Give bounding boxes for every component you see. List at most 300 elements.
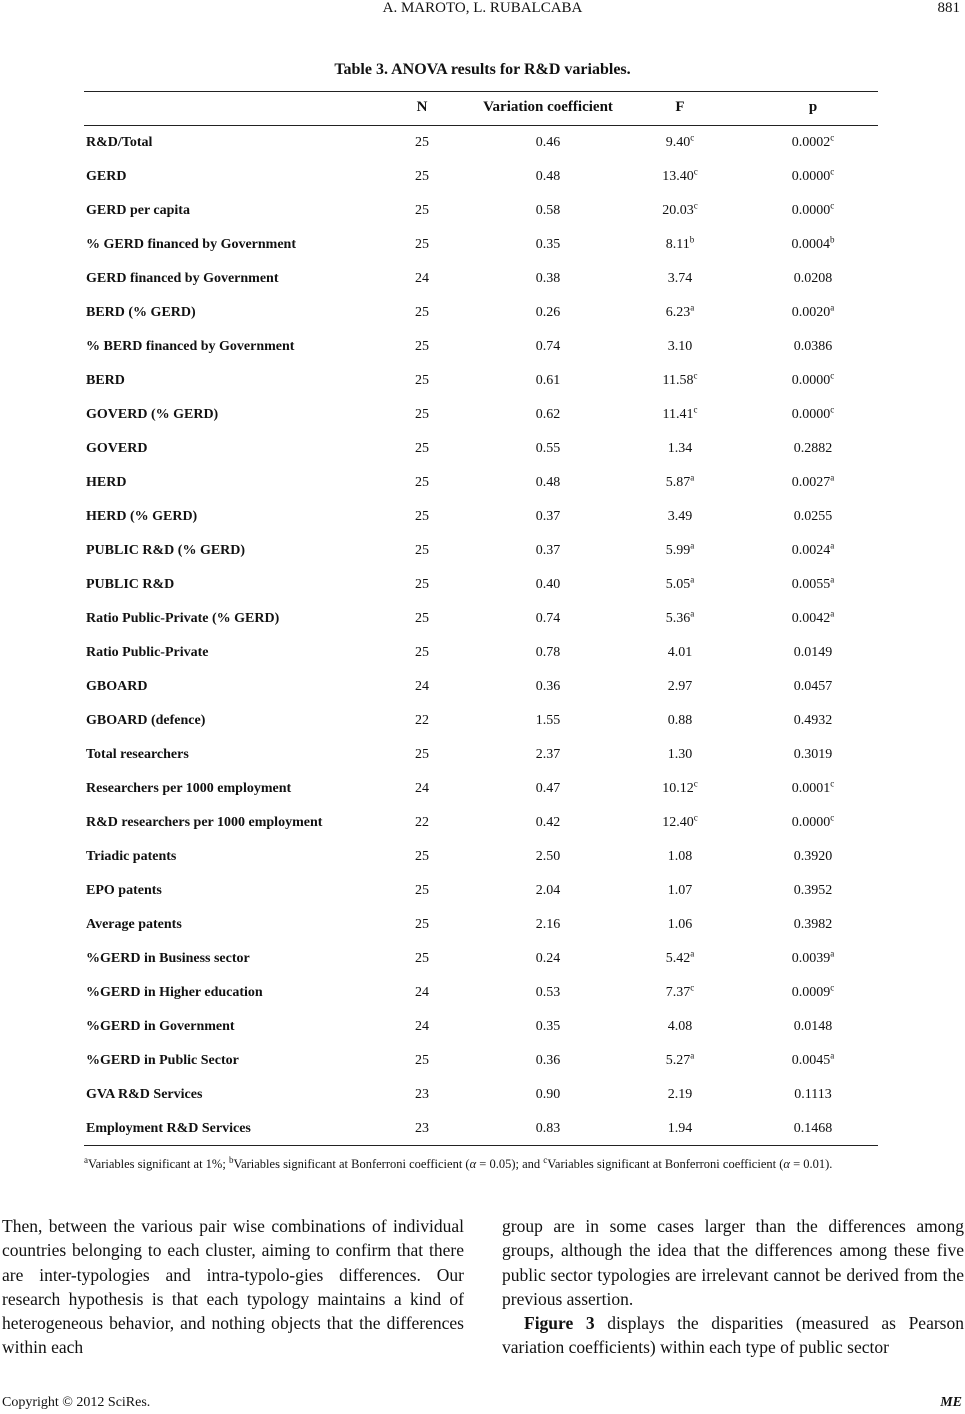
cell-n-value: 23 — [415, 1087, 429, 1102]
cell-p — [768, 917, 858, 933]
cell-f — [640, 778, 720, 797]
cell-f-value: 1.06 — [667, 917, 693, 932]
cell-variable-value: GOVERD — [86, 441, 148, 456]
cell-n — [402, 1019, 442, 1035]
cell-variable-value: GBOARD (defence) — [86, 713, 206, 728]
cell-variable-value: GERD per capita — [86, 203, 190, 218]
cell-p — [768, 778, 858, 797]
cell-variation-coefficient — [508, 407, 588, 423]
cell-p-value: 0.0000 — [791, 373, 831, 388]
table-row — [0, 608, 965, 631]
cell-f — [640, 472, 720, 491]
body-paragraph-right-2-text: displays the disparities (measured as Pearson variation coefficients) within each type of public sector — [502, 1313, 964, 1358]
cell-p — [768, 713, 858, 729]
cell-p-value: 0.1468 — [793, 1121, 833, 1136]
cell-p-significance-mark: c — [830, 200, 835, 211]
cell-p — [768, 1087, 858, 1103]
cell-f-value: 3.10 — [667, 339, 693, 354]
cell-variation-coefficient — [508, 1053, 588, 1069]
cell-variation-coefficient-value: 0.55 — [535, 441, 561, 456]
cell-variation-coefficient-value: 0.26 — [535, 305, 561, 320]
cell-f-value: 5.42 — [665, 951, 691, 966]
cell-f-value: 20.03 — [662, 203, 694, 218]
cell-variable — [86, 1087, 202, 1103]
cell-f — [640, 1019, 720, 1035]
cell-variation-coefficient — [508, 373, 588, 389]
cell-p — [768, 1019, 858, 1035]
cell-n-value: 25 — [415, 917, 429, 932]
header-p: p — [808, 99, 818, 115]
cell-variation-coefficient — [508, 271, 588, 287]
cell-f-value: 1.30 — [667, 747, 693, 762]
cell-f — [640, 679, 720, 695]
cell-f-significance-mark: c — [693, 370, 698, 381]
cell-f — [640, 747, 720, 763]
body-column-left — [2, 1214, 464, 1360]
cell-p-value: 0.4932 — [793, 713, 833, 728]
cell-n-value: 25 — [415, 441, 429, 456]
table-row — [0, 778, 965, 801]
cell-f-value: 7.37 — [665, 985, 691, 1000]
table-row — [0, 509, 965, 529]
table-row — [0, 1050, 965, 1073]
cell-p — [768, 540, 858, 559]
cell-f — [640, 339, 720, 355]
cell-n-value: 25 — [415, 645, 429, 660]
cell-n — [402, 951, 442, 967]
table-row — [0, 234, 965, 257]
footer-copyright: Copyright © 2012 SciRes. — [2, 1395, 151, 1410]
cell-n — [402, 747, 442, 763]
cell-n — [402, 203, 442, 219]
cell-f-significance-mark: c — [693, 778, 698, 789]
cell-variable-value: EPO patents — [86, 883, 162, 898]
cell-n-value: 25 — [415, 373, 429, 388]
cell-variation-coefficient-value: 2.37 — [535, 747, 561, 762]
cell-p — [768, 339, 858, 355]
cell-variation-coefficient-value: 0.35 — [535, 1019, 561, 1034]
cell-variation-coefficient — [508, 917, 588, 933]
cell-variation-coefficient-value: 0.48 — [535, 475, 561, 490]
cell-variation-coefficient — [508, 509, 588, 525]
cell-f — [640, 234, 720, 253]
cell-variation-coefficient-value: 0.62 — [535, 407, 561, 422]
cell-variation-coefficient-value: 0.46 — [535, 135, 561, 150]
cell-variable-value: GVA R&D Services — [86, 1087, 203, 1102]
cell-variable — [86, 1019, 235, 1035]
cell-variable-value: %GERD in Business sector — [86, 951, 250, 966]
cell-n-value: 25 — [415, 339, 429, 354]
cell-variable — [86, 577, 174, 593]
cell-variation-coefficient-value: 2.50 — [535, 849, 561, 864]
cell-variable-value: Triadic patents — [86, 849, 177, 864]
table-top-rule — [84, 91, 878, 92]
table-row — [0, 540, 965, 563]
body-paragraph-right-2 — [502, 1311, 964, 1360]
cell-f-significance-mark: b — [689, 234, 695, 245]
cell-variable — [86, 509, 197, 525]
footnote-c-text: Variables significant at Bonferroni coefficient ( — [547, 1157, 784, 1171]
cell-variable — [86, 611, 279, 627]
cell-variable-value: PUBLIC R&D — [86, 577, 175, 592]
cell-n — [402, 917, 442, 933]
cell-f-value: 1.08 — [667, 849, 693, 864]
cell-p-value: 0.0000 — [791, 169, 831, 184]
cell-p-value: 0.3019 — [793, 747, 833, 762]
cell-p — [768, 234, 858, 253]
cell-variation-coefficient — [508, 883, 588, 899]
cell-variation-coefficient-value: 0.61 — [535, 373, 561, 388]
cell-p-value: 0.0020 — [791, 305, 831, 320]
cell-variable — [86, 475, 126, 491]
cell-variable — [86, 135, 152, 151]
cell-variation-coefficient-value: 1.55 — [535, 713, 561, 728]
cell-n — [402, 611, 442, 627]
cell-variable — [86, 271, 279, 287]
cell-variable-value: Ratio Public-Private (% GERD) — [86, 611, 280, 626]
cell-variable-value: R&D/Total — [86, 135, 153, 150]
cell-variation-coefficient-value: 0.36 — [535, 1053, 561, 1068]
cell-n-value: 23 — [415, 1121, 429, 1136]
cell-n — [402, 271, 442, 287]
cell-f — [640, 883, 720, 899]
cell-f — [640, 1050, 720, 1069]
cell-n — [402, 135, 442, 151]
cell-f-significance-mark: a — [690, 574, 695, 585]
cell-f-significance-mark: c — [693, 404, 698, 415]
table-row — [0, 271, 965, 291]
cell-n-value: 25 — [415, 407, 429, 422]
cell-f-value: 10.12 — [662, 781, 694, 796]
cell-f — [640, 1121, 720, 1137]
cell-variation-coefficient-value: 0.38 — [535, 271, 561, 286]
cell-p-significance-mark: a — [830, 948, 835, 959]
table-header-rule — [84, 125, 878, 126]
cell-p-value: 0.0208 — [793, 271, 833, 286]
footnote-mark-c: c — [543, 1154, 548, 1165]
cell-n — [402, 713, 442, 729]
cell-variation-coefficient-value: 0.37 — [535, 543, 561, 558]
cell-n — [402, 985, 442, 1001]
cell-variation-coefficient-value: 0.83 — [535, 1121, 561, 1136]
table-row — [0, 948, 965, 971]
body-paragraph-right-1: group are in some cases larger than the differences among groups, although the idea that the differences among these five public sector typologies are irrelevant cannot be derived from the previous assertion. — [502, 1216, 964, 1309]
cell-variation-coefficient — [508, 815, 588, 831]
table-row — [0, 1019, 965, 1039]
table-row — [0, 339, 965, 359]
cell-f — [640, 441, 720, 457]
cell-f-value: 5.27 — [665, 1053, 691, 1068]
cell-f-significance-mark: c — [693, 166, 698, 177]
cell-n — [402, 781, 442, 797]
cell-p — [768, 982, 858, 1001]
cell-n-value: 25 — [415, 135, 429, 150]
cell-n-value: 25 — [415, 169, 429, 184]
cell-n-value: 25 — [415, 883, 429, 898]
cell-variable-value: %GERD in Higher education — [86, 985, 263, 1000]
cell-variable — [86, 849, 176, 865]
cell-p — [768, 302, 858, 321]
cell-variation-coefficient — [508, 1121, 588, 1137]
table-footnote — [84, 1155, 880, 1173]
cell-n — [402, 305, 442, 321]
cell-n-value: 24 — [415, 781, 429, 796]
cell-f-significance-mark: a — [690, 472, 695, 483]
cell-p — [768, 883, 858, 899]
cell-variable-value: BERD (% GERD) — [86, 305, 196, 320]
cell-variable-value: GBOARD — [86, 679, 148, 694]
cell-variable — [86, 237, 296, 253]
cell-f — [640, 509, 720, 525]
cell-variable-value: R&D researchers per 1000 employment — [86, 815, 323, 830]
table-row — [0, 713, 965, 733]
cell-n-value: 24 — [415, 1019, 429, 1034]
cell-f-significance-mark: a — [690, 540, 695, 551]
cell-variable-value: HERD — [86, 475, 127, 490]
header-f: F — [675, 99, 685, 115]
table-row — [0, 441, 965, 461]
cell-f — [640, 1087, 720, 1103]
cell-variation-coefficient — [508, 985, 588, 1001]
cell-n-value: 24 — [415, 679, 429, 694]
cell-variable — [86, 1121, 251, 1137]
cell-f — [640, 132, 720, 151]
cell-variable — [86, 441, 147, 457]
cell-n — [402, 373, 442, 389]
cell-p-significance-mark: a — [830, 472, 835, 483]
cell-variation-coefficient-value: 0.74 — [535, 611, 561, 626]
table-bottom-rule — [84, 1145, 878, 1146]
cell-p-value: 0.0055 — [791, 577, 831, 592]
cell-variation-coefficient — [508, 135, 588, 151]
cell-p-significance-mark: a — [830, 1050, 835, 1061]
cell-variable — [86, 815, 322, 831]
cell-n-value: 24 — [415, 985, 429, 1000]
cell-variation-coefficient-value: 0.37 — [535, 509, 561, 524]
cell-n — [402, 1121, 442, 1137]
cell-variation-coefficient — [508, 645, 588, 661]
cell-f-value: 3.49 — [667, 509, 693, 524]
cell-variation-coefficient-value: 0.53 — [535, 985, 561, 1000]
table-row — [0, 166, 965, 189]
cell-f-value: 5.87 — [665, 475, 691, 490]
cell-p — [768, 574, 858, 593]
footnote-alpha-c: α — [783, 1157, 790, 1171]
table-row — [0, 849, 965, 869]
cell-f — [640, 982, 720, 1001]
cell-f-value: 11.41 — [662, 407, 694, 422]
cell-variation-coefficient — [508, 237, 588, 253]
cell-n-value: 25 — [415, 475, 429, 490]
cell-n-value: 25 — [415, 611, 429, 626]
cell-n — [402, 475, 442, 491]
footnote-b-text: Variables significant at Bonferroni coefficient ( — [233, 1157, 470, 1171]
cell-f-value: 11.58 — [662, 373, 694, 388]
cell-f — [640, 608, 720, 627]
cell-n — [402, 849, 442, 865]
cell-p-value: 0.0002 — [791, 135, 831, 150]
cell-n — [402, 543, 442, 559]
cell-variable-value: Ratio Public-Private — [86, 645, 209, 660]
footer-journal: ME — [940, 1395, 962, 1410]
cell-p-significance-mark: c — [830, 166, 835, 177]
cell-variable — [86, 203, 190, 219]
cell-n — [402, 577, 442, 593]
cell-p — [768, 608, 858, 627]
cell-p — [768, 948, 858, 967]
cell-p-value: 0.0000 — [791, 203, 831, 218]
table-row — [0, 574, 965, 597]
header-n: N — [416, 99, 428, 115]
cell-p-significance-mark: c — [830, 982, 835, 993]
table-row — [0, 200, 965, 223]
cell-p-value: 0.0045 — [791, 1053, 831, 1068]
cell-p — [768, 132, 858, 151]
cell-variation-coefficient — [508, 203, 588, 219]
cell-p — [768, 812, 858, 831]
cell-variation-coefficient — [508, 475, 588, 491]
cell-n-value: 25 — [415, 747, 429, 762]
cell-variable-value: Average patents — [86, 917, 182, 932]
cell-p-significance-mark: a — [830, 608, 835, 619]
cell-p — [768, 404, 858, 423]
cell-p-value: 0.0386 — [793, 339, 833, 354]
cell-variation-coefficient — [508, 543, 588, 559]
cell-p-value: 0.0000 — [791, 815, 831, 830]
cell-variation-coefficient-value: 0.47 — [535, 781, 561, 796]
cell-p-value: 0.3920 — [793, 849, 833, 864]
cell-variation-coefficient-value: 2.16 — [535, 917, 561, 932]
cell-f-value: 1.94 — [667, 1121, 693, 1136]
cell-p-value: 0.0255 — [793, 509, 833, 524]
body-column-right — [502, 1214, 964, 1360]
cell-variable — [86, 645, 208, 661]
cell-f — [640, 948, 720, 967]
cell-p-significance-mark: a — [830, 574, 835, 585]
cell-variable-value: GERD financed by Government — [86, 271, 279, 286]
figure-3-reference: Figure 3 — [524, 1313, 595, 1334]
cell-variation-coefficient-value: 0.78 — [535, 645, 561, 660]
table-row — [0, 812, 965, 835]
cell-p — [768, 645, 858, 661]
cell-n — [402, 509, 442, 525]
cell-variable — [86, 985, 263, 1001]
cell-n-value: 25 — [415, 509, 429, 524]
cell-variation-coefficient-value: 0.74 — [535, 339, 561, 354]
cell-p — [768, 166, 858, 185]
cell-variable-value: % BERD financed by Government — [86, 339, 295, 354]
table-title: Table 3. ANOVA results for R&D variables. — [334, 61, 631, 78]
cell-variable — [86, 305, 196, 321]
cell-p-significance-mark: c — [830, 370, 835, 381]
cell-n-value: 25 — [415, 1053, 429, 1068]
cell-n-value: 22 — [415, 713, 429, 728]
cell-n-value: 25 — [415, 849, 429, 864]
cell-p-value: 0.3982 — [793, 917, 833, 932]
cell-variation-coefficient-value: 0.90 — [535, 1087, 561, 1102]
cell-n-value: 25 — [415, 951, 429, 966]
cell-f-value: 2.97 — [667, 679, 693, 694]
cell-variable — [86, 169, 126, 185]
table-row — [0, 302, 965, 325]
footnote-c-value: = 0.01). — [789, 1157, 833, 1171]
cell-variable — [86, 679, 147, 695]
table-row — [0, 747, 965, 767]
cell-variation-coefficient — [508, 305, 588, 321]
footnote-b-value: = 0.05); and — [476, 1157, 544, 1171]
cell-f-value: 3.74 — [667, 271, 693, 286]
cell-f-significance-mark: a — [690, 608, 695, 619]
cell-f-value: 5.99 — [665, 543, 691, 558]
cell-f-value: 8.11 — [665, 237, 690, 252]
cell-variable-value: % GERD financed by Government — [86, 237, 296, 252]
table-row — [0, 472, 965, 495]
cell-variable-value: %GERD in Government — [86, 1019, 235, 1034]
cell-n-value: 22 — [415, 815, 429, 830]
cell-variable-value: GOVERD (% GERD) — [86, 407, 219, 422]
cell-variable-value: HERD (% GERD) — [86, 509, 198, 524]
cell-p-value: 0.0009 — [791, 985, 831, 1000]
cell-p-value: 0.0148 — [793, 1019, 833, 1034]
cell-variable-value: %GERD in Public Sector — [86, 1053, 239, 1068]
cell-p-significance-mark: a — [830, 540, 835, 551]
cell-variable — [86, 407, 218, 423]
cell-f — [640, 166, 720, 185]
cell-variation-coefficient — [508, 951, 588, 967]
cell-f-value: 4.01 — [667, 645, 693, 660]
cell-n-value: 25 — [415, 577, 429, 592]
cell-p — [768, 849, 858, 865]
cell-f-significance-mark: c — [690, 132, 695, 143]
cell-f-significance-mark: a — [690, 302, 695, 313]
cell-f-value: 1.07 — [667, 883, 693, 898]
cell-variation-coefficient-value: 0.24 — [535, 951, 561, 966]
table-row — [0, 404, 965, 427]
cell-p-value: 0.0027 — [791, 475, 831, 490]
footnote-mark-b: b — [228, 1154, 234, 1165]
cell-n-value: 24 — [415, 271, 429, 286]
cell-f-value: 4.08 — [667, 1019, 693, 1034]
cell-variation-coefficient-value: 2.04 — [535, 883, 561, 898]
cell-f — [640, 271, 720, 287]
cell-p-value: 0.1113 — [794, 1087, 832, 1102]
cell-n — [402, 169, 442, 185]
cell-f — [640, 713, 720, 729]
cell-variation-coefficient — [508, 781, 588, 797]
footnote-a-text: Variables significant at 1%; — [88, 1157, 229, 1171]
cell-variable — [86, 747, 189, 763]
cell-variation-coefficient-value: 0.42 — [535, 815, 561, 830]
cell-variable — [86, 339, 294, 355]
cell-p-significance-mark: c — [830, 132, 835, 143]
cell-f-value: 2.19 — [667, 1087, 693, 1102]
cell-variable-value: Researchers per 1000 employment — [86, 781, 292, 796]
cell-f-value: 12.40 — [662, 815, 694, 830]
cell-f-value: 9.40 — [665, 135, 691, 150]
cell-variable-value: GERD — [86, 169, 127, 184]
cell-variation-coefficient — [508, 611, 588, 627]
cell-n — [402, 679, 442, 695]
cell-n — [402, 1087, 442, 1103]
cell-n — [402, 645, 442, 661]
cell-variable — [86, 543, 245, 559]
cell-p-value: 0.3952 — [793, 883, 833, 898]
cell-f — [640, 645, 720, 661]
cell-f-value: 6.23 — [665, 305, 691, 320]
cell-n — [402, 815, 442, 831]
page-number: 881 — [937, 0, 960, 16]
cell-n — [402, 441, 442, 457]
